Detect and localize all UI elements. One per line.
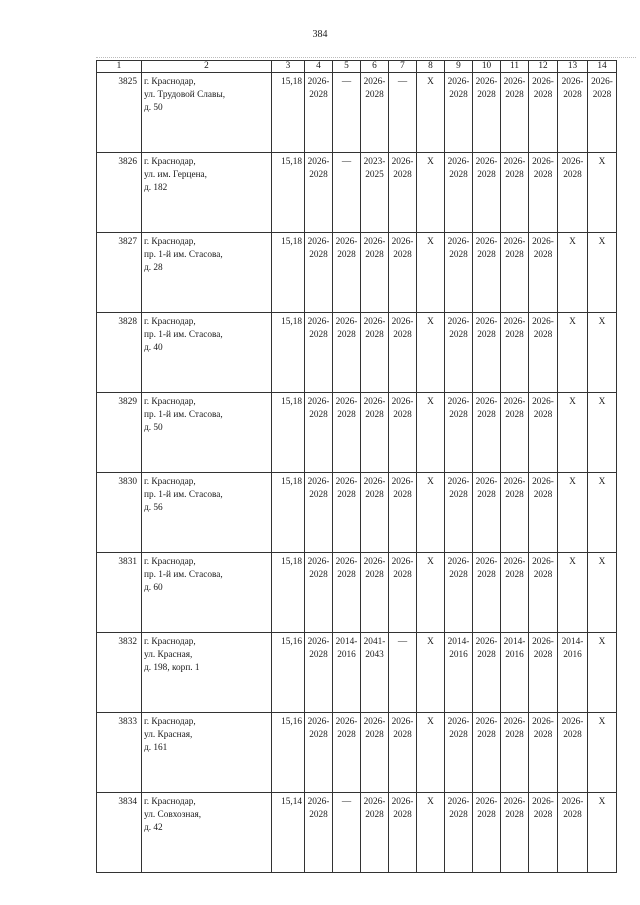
column-number-13: 13 xyxy=(558,61,588,73)
rate-cell: 15,18 xyxy=(272,233,305,313)
period-cell-col-12: 2026- 2028 xyxy=(529,153,558,233)
period-cell-col-8: X xyxy=(417,393,445,473)
period-cell-col-4: 2026- 2028 xyxy=(305,153,333,233)
period-cell-col-14: X xyxy=(588,793,617,873)
period-cell-col-10: 2026- 2028 xyxy=(473,393,501,473)
period-cell-col-14: X xyxy=(588,313,617,393)
period-cell-col-6: 2026- 2028 xyxy=(361,553,389,633)
period-cell-col-5: 2014- 2016 xyxy=(333,633,361,713)
rate-cell: 15,16 xyxy=(272,633,305,713)
period-cell-col-13: 2026- 2028 xyxy=(558,153,588,233)
address-line: г. Краснодар, xyxy=(144,157,196,167)
period-cell-col-5: 2026- 2028 xyxy=(333,473,361,553)
period-cell-col-14: X xyxy=(588,393,617,473)
address-line: пр. 1-й им. Стасова, xyxy=(144,250,223,260)
column-number-14: 14 xyxy=(588,61,617,73)
period-cell-col-4: 2026- 2028 xyxy=(305,73,333,153)
address-line: д. 28 xyxy=(144,263,163,273)
period-cell-col-9: 2026- 2028 xyxy=(445,553,473,633)
period-cell-col-4: 2026- 2028 xyxy=(305,393,333,473)
address-cell xyxy=(142,73,272,153)
period-cell-col-11: 2026- 2028 xyxy=(501,553,529,633)
period-cell-col-9: 2026- 2028 xyxy=(445,73,473,153)
period-cell-col-6: 2026- 2028 xyxy=(361,393,389,473)
address-line: ул. Красная, xyxy=(144,650,193,660)
table-row xyxy=(97,633,617,713)
period-cell-col-11: 2014- 2016 xyxy=(501,633,529,713)
address-cell xyxy=(142,473,272,553)
address-line: г. Краснодар, xyxy=(144,317,196,327)
period-cell-col-13: X xyxy=(558,553,588,633)
period-cell-col-11: 2026- 2028 xyxy=(501,473,529,553)
period-cell-col-10: 2026- 2028 xyxy=(473,313,501,393)
period-cell-col-14: X xyxy=(588,633,617,713)
period-cell-col-4: 2026- 2028 xyxy=(305,473,333,553)
address-line: г. Краснодар, xyxy=(144,637,196,647)
table-row xyxy=(97,153,617,233)
period-cell-col-10: 2026- 2028 xyxy=(473,793,501,873)
period-cell-col-14: X xyxy=(588,233,617,313)
period-cell-col-10: 2026- 2028 xyxy=(473,73,501,153)
address-cell xyxy=(142,793,272,873)
period-cell-col-7: 2026- 2028 xyxy=(389,473,417,553)
address-cell xyxy=(142,233,272,313)
address-line: г. Краснодар, xyxy=(144,557,196,567)
period-cell-col-7: 2026- 2028 xyxy=(389,153,417,233)
address-line: г. Краснодар, xyxy=(144,237,196,247)
table-row xyxy=(97,713,617,793)
period-cell-col-12: 2026- 2028 xyxy=(529,553,558,633)
period-cell-col-12: 2026- 2028 xyxy=(529,233,558,313)
period-cell-col-5: 2026- 2028 xyxy=(333,233,361,313)
period-cell-col-10: 2026- 2028 xyxy=(473,473,501,553)
period-cell-col-7: 2026- 2028 xyxy=(389,233,417,313)
column-number-6: 6 xyxy=(361,61,389,73)
period-cell-col-14: 2026- 2028 xyxy=(588,73,617,153)
period-cell-col-6: 2023- 2025 xyxy=(361,153,389,233)
record-number: 3829 xyxy=(97,393,142,473)
record-number: 3834 xyxy=(97,793,142,873)
column-number-8: 8 xyxy=(417,61,445,73)
column-number-2: 2 xyxy=(142,61,272,73)
period-cell-col-13: 2026- 2028 xyxy=(558,713,588,793)
column-number-row xyxy=(97,61,617,73)
table-row xyxy=(97,393,617,473)
column-number-12: 12 xyxy=(529,61,558,73)
period-cell-col-11: 2026- 2028 xyxy=(501,153,529,233)
address-line: д. 50 xyxy=(144,103,163,113)
column-number-4: 4 xyxy=(305,61,333,73)
period-cell-col-4: 2026- 2028 xyxy=(305,313,333,393)
rate-cell: 15,18 xyxy=(272,393,305,473)
period-cell-col-11: 2026- 2028 xyxy=(501,73,529,153)
address-line: д. 161 xyxy=(144,743,168,753)
column-number-10: 10 xyxy=(473,61,501,73)
period-cell-col-12: 2026- 2028 xyxy=(529,313,558,393)
period-cell-col-10: 2026- 2028 xyxy=(473,713,501,793)
table-row xyxy=(97,313,617,393)
period-cell-col-8: X xyxy=(417,553,445,633)
period-cell-col-12: 2026- 2028 xyxy=(529,633,558,713)
record-number: 3828 xyxy=(97,313,142,393)
period-cell-col-12: 2026- 2028 xyxy=(529,393,558,473)
period-cell-col-6: 2026- 2028 xyxy=(361,713,389,793)
address-line: д. 198, корп. 1 xyxy=(144,663,200,673)
address-line: г. Краснодар, xyxy=(144,717,196,727)
period-cell-col-14: X xyxy=(588,153,617,233)
address-line: ул. Совхозная, xyxy=(144,810,202,820)
period-cell-col-13: X xyxy=(558,473,588,553)
table-row xyxy=(97,473,617,553)
table-body xyxy=(97,61,617,873)
record-number: 3830 xyxy=(97,473,142,553)
period-cell-col-6: 2026- 2028 xyxy=(361,233,389,313)
address-cell xyxy=(142,713,272,793)
rate-cell: 15,18 xyxy=(272,153,305,233)
period-cell-col-8: X xyxy=(417,233,445,313)
period-cell-col-8: X xyxy=(417,473,445,553)
table-row xyxy=(97,233,617,313)
period-cell-col-8: X xyxy=(417,633,445,713)
period-cell-col-7: 2026- 2028 xyxy=(389,313,417,393)
period-cell-col-9: 2026- 2028 xyxy=(445,153,473,233)
column-number-5: 5 xyxy=(333,61,361,73)
period-cell-col-5: 2026- 2028 xyxy=(333,553,361,633)
period-cell-col-6: 2026- 2028 xyxy=(361,473,389,553)
table-row xyxy=(97,73,617,153)
period-cell-col-5: — xyxy=(333,73,361,153)
period-cell-col-5: 2026- 2028 xyxy=(333,713,361,793)
address-line: д. 50 xyxy=(144,423,163,433)
period-cell-col-7: 2026- 2028 xyxy=(389,793,417,873)
period-cell-col-9: 2026- 2028 xyxy=(445,473,473,553)
rate-cell: 15,18 xyxy=(272,553,305,633)
period-cell-col-10: 2026- 2028 xyxy=(473,633,501,713)
period-cell-col-14: X xyxy=(588,553,617,633)
period-cell-col-4: 2026- 2028 xyxy=(305,553,333,633)
address-line: г. Краснодар, xyxy=(144,477,196,487)
column-number-3: 3 xyxy=(272,61,305,73)
period-cell-col-11: 2026- 2028 xyxy=(501,233,529,313)
period-cell-col-14: X xyxy=(588,473,617,553)
address-cell xyxy=(142,313,272,393)
period-cell-col-12: 2026- 2028 xyxy=(529,713,558,793)
rate-cell: 15,18 xyxy=(272,73,305,153)
period-cell-col-11: 2026- 2028 xyxy=(501,393,529,473)
period-cell-col-8: X xyxy=(417,793,445,873)
period-cell-col-7: 2026- 2028 xyxy=(389,393,417,473)
period-cell-col-13: 2026- 2028 xyxy=(558,793,588,873)
period-cell-col-7: — xyxy=(389,73,417,153)
period-cell-col-8: X xyxy=(417,713,445,793)
period-cell-col-9: 2026- 2028 xyxy=(445,233,473,313)
period-cell-col-5: — xyxy=(333,153,361,233)
period-cell-col-6: 2026- 2028 xyxy=(361,313,389,393)
rate-cell: 15,18 xyxy=(272,313,305,393)
table-row xyxy=(97,553,617,633)
address-cell xyxy=(142,633,272,713)
period-cell-col-13: 2014- 2016 xyxy=(558,633,588,713)
period-cell-col-10: 2026- 2028 xyxy=(473,233,501,313)
housing-register-table xyxy=(96,60,617,873)
address-line: пр. 1-й им. Стасова, xyxy=(144,410,223,420)
address-line: пр. 1-й им. Стасова, xyxy=(144,330,223,340)
address-cell xyxy=(142,153,272,233)
period-cell-col-9: 2026- 2028 xyxy=(445,393,473,473)
record-number: 3826 xyxy=(97,153,142,233)
column-number-9: 9 xyxy=(445,61,473,73)
record-number: 3833 xyxy=(97,713,142,793)
period-cell-col-11: 2026- 2028 xyxy=(501,313,529,393)
column-number-1: 1 xyxy=(97,61,142,73)
address-line: пр. 1-й им. Стасова, xyxy=(144,570,223,580)
period-cell-col-4: 2026- 2028 xyxy=(305,633,333,713)
period-cell-col-13: X xyxy=(558,233,588,313)
period-cell-col-4: 2026- 2028 xyxy=(305,713,333,793)
period-cell-col-12: 2026- 2028 xyxy=(529,73,558,153)
record-number: 3831 xyxy=(97,553,142,633)
address-line: ул. Трудовой Славы, xyxy=(144,90,226,100)
rate-cell: 15,18 xyxy=(272,473,305,553)
address-line: г. Краснодар, xyxy=(144,397,196,407)
period-cell-col-4: 2026- 2028 xyxy=(305,233,333,313)
period-cell-col-11: 2026- 2028 xyxy=(501,713,529,793)
period-cell-col-13: X xyxy=(558,313,588,393)
address-line: д. 42 xyxy=(144,823,163,833)
address-line: ул. Красная, xyxy=(144,730,193,740)
period-cell-col-6: 2041- 2043 xyxy=(361,633,389,713)
period-cell-col-9: 2026- 2028 xyxy=(445,793,473,873)
period-cell-col-9: 2026- 2028 xyxy=(445,713,473,793)
period-cell-col-10: 2026- 2028 xyxy=(473,553,501,633)
period-cell-col-7: 2026- 2028 xyxy=(389,713,417,793)
period-cell-col-8: X xyxy=(417,313,445,393)
column-number-11: 11 xyxy=(501,61,529,73)
page-number: 384 xyxy=(312,29,328,40)
period-cell-col-12: 2026- 2028 xyxy=(529,793,558,873)
rate-cell: 15,14 xyxy=(272,793,305,873)
address-line: д. 40 xyxy=(144,343,163,353)
address-line: г. Краснодар, xyxy=(144,77,196,87)
address-line: г. Краснодар, xyxy=(144,797,196,807)
record-number: 3825 xyxy=(97,73,142,153)
period-cell-col-9: 2014- 2016 xyxy=(445,633,473,713)
address-line: ул. им. Герцена, xyxy=(144,170,208,180)
period-cell-col-6: 2026- 2028 xyxy=(361,793,389,873)
record-number: 3827 xyxy=(97,233,142,313)
period-cell-col-13: 2026- 2028 xyxy=(558,73,588,153)
period-cell-col-8: X xyxy=(417,153,445,233)
period-cell-col-10: 2026- 2028 xyxy=(473,153,501,233)
top-rule xyxy=(96,57,636,58)
period-cell-col-6: 2026- 2028 xyxy=(361,73,389,153)
period-cell-col-5: 2026- 2028 xyxy=(333,393,361,473)
column-number-7: 7 xyxy=(389,61,417,73)
address-cell xyxy=(142,553,272,633)
address-line: д. 56 xyxy=(144,503,163,513)
record-number: 3832 xyxy=(97,633,142,713)
address-line: д. 60 xyxy=(144,583,163,593)
period-cell-col-12: 2026- 2028 xyxy=(529,473,558,553)
period-cell-col-7: — xyxy=(389,633,417,713)
table-row xyxy=(97,793,617,873)
period-cell-col-7: 2026- 2028 xyxy=(389,553,417,633)
period-cell-col-4: 2026- 2028 xyxy=(305,793,333,873)
period-cell-col-11: 2026- 2028 xyxy=(501,793,529,873)
address-cell xyxy=(142,393,272,473)
period-cell-col-5: 2026- 2028 xyxy=(333,313,361,393)
period-cell-col-13: X xyxy=(558,393,588,473)
period-cell-col-5: — xyxy=(333,793,361,873)
period-cell-col-8: X xyxy=(417,73,445,153)
address-line: д. 182 xyxy=(144,183,168,193)
address-line: пр. 1-й им. Стасова, xyxy=(144,490,223,500)
rate-cell: 15,16 xyxy=(272,713,305,793)
period-cell-col-14: X xyxy=(588,713,617,793)
period-cell-col-9: 2026- 2028 xyxy=(445,313,473,393)
